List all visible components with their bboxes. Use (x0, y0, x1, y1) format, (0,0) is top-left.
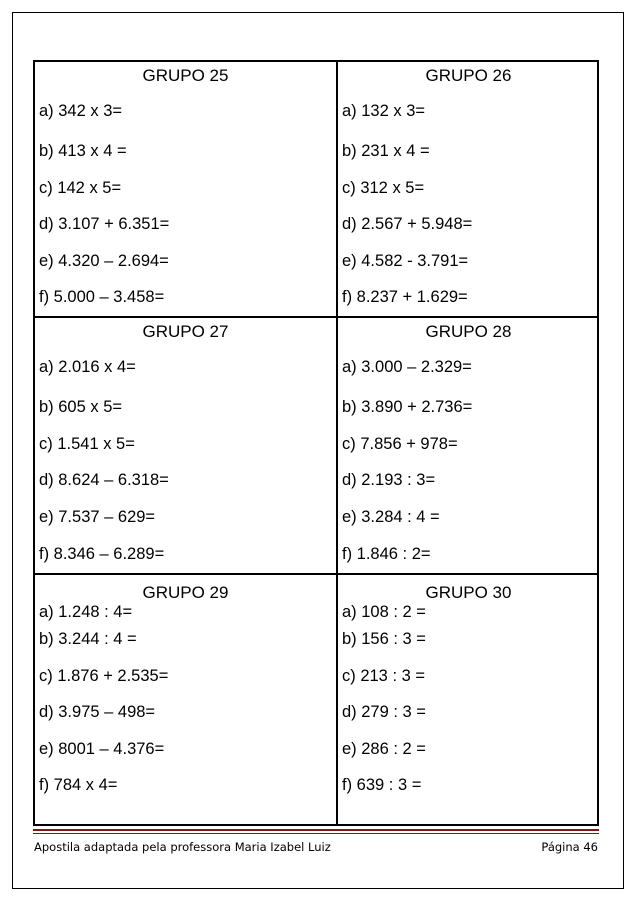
exercise-item: b) 231 x 4 = (342, 142, 430, 160)
footer-author: Apostila adaptada pela professora Maria Izabel Luiz (34, 840, 331, 854)
group-26-cell (338, 62, 599, 316)
group-title: GRUPO 27 (142, 322, 229, 341)
group-27-cell (35, 318, 336, 573)
exercise-item: b) 605 x 5= (39, 398, 123, 416)
exercise-item: b) 3.890 + 2.736= (342, 398, 473, 416)
group-title: GRUPO 25 (142, 66, 229, 85)
exercise-item: a) 3.000 – 2.329= (342, 358, 472, 376)
exercise-item: c) 142 x 5= (39, 179, 122, 197)
exercise-item: f) 5.000 – 3.458= (39, 288, 165, 306)
footer-rule (33, 829, 599, 831)
exercise-item: d) 2.193 : 3= (342, 471, 436, 489)
exercise-item: c) 7.856 + 978= (342, 435, 458, 453)
footer-rule-thin (33, 833, 599, 834)
exercise-item: b) 156 : 3 = (342, 630, 426, 648)
exercise-item: f) 8.346 – 6.289= (39, 545, 165, 563)
exercise-item: e) 4.582 - 3.791= (342, 252, 469, 270)
group-title: GRUPO 29 (142, 583, 229, 602)
group-28-cell (338, 318, 599, 573)
exercise-item: c) 312 x 5= (342, 179, 425, 197)
exercise-grid (33, 60, 599, 826)
exercise-item: e) 286 : 2 = (342, 740, 426, 758)
exercise-item: a) 1.248 : 4= (39, 603, 133, 621)
exercise-item: e) 4.320 – 2.694= (39, 252, 169, 270)
group-title: GRUPO 26 (425, 66, 512, 85)
exercise-item: d) 3.975 – 498= (39, 703, 156, 721)
exercise-item: f) 784 x 4= (39, 776, 118, 794)
exercise-item: b) 413 x 4 = (39, 142, 127, 160)
group-title: GRUPO 30 (425, 583, 512, 602)
exercise-item: a) 132 x 3= (342, 102, 426, 120)
exercise-item: a) 342 x 3= (39, 102, 123, 120)
exercise-item: e) 8001 – 4.376= (39, 740, 165, 758)
exercise-item: d) 8.624 – 6.318= (39, 471, 169, 489)
exercise-item: f) 1.846 : 2= (342, 545, 431, 563)
exercise-item: a) 108 : 2 = (342, 603, 426, 621)
exercise-item: f) 8.237 + 1.629= (342, 288, 468, 306)
exercise-item: a) 2.016 x 4= (39, 358, 136, 376)
page-number: Página 46 (541, 840, 598, 854)
exercise-item: d) 279 : 3 = (342, 703, 426, 721)
group-30-cell (338, 575, 599, 824)
exercise-item: b) 3.244 : 4 = (39, 630, 137, 648)
group-29-cell (35, 575, 336, 824)
exercise-item: e) 7.537 – 629= (39, 508, 156, 526)
exercise-item: d) 3.107 + 6.351= (39, 215, 170, 233)
exercise-item: e) 3.284 : 4 = (342, 508, 440, 526)
exercise-item: c) 1.541 x 5= (39, 435, 135, 453)
exercise-item: f) 639 : 3 = (342, 776, 422, 794)
exercise-item: c) 213 : 3 = (342, 667, 426, 685)
group-title: GRUPO 28 (425, 322, 512, 341)
group-25-cell (35, 62, 336, 316)
exercise-item: d) 2.567 + 5.948= (342, 215, 473, 233)
exercise-item: c) 1.876 + 2.535= (39, 667, 169, 685)
